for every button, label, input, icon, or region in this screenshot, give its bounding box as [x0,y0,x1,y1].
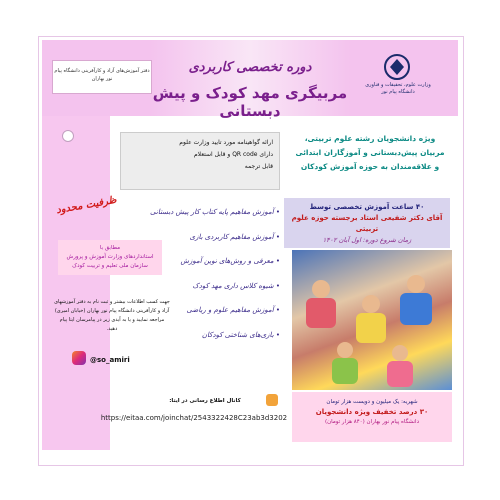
child-head [337,342,353,358]
audience-line: مربیان پیش‌دبستانی و آموزگاران ابتدائی [295,148,445,157]
topic-item: • معرفی و روش‌های نوین آموزش [170,249,280,274]
standards-line: استانداردهای وزارت آموزش و پرورش [66,254,154,260]
feature-item: دارای QR code و قابل استعلام [193,151,273,158]
university-logo-icon [372,52,422,82]
info-text: جهت کسب اطلاعات بیشتر و ثبت نام به دفتر آموزشهای آزاد و کارآفرینی دانشگاه پیام نور بهاران (خیابان امیری) مراجعه نمایید و یا به آیدی زیر در پیامرسان ایتا پیام دهید. [54,299,170,332]
children-photo [292,250,452,390]
course-title: دوره تخصصی کاربردی [188,60,312,75]
price-box [292,392,452,442]
child-shirt [332,358,358,384]
feature-item: قابل ترجمه [244,163,273,170]
topic-item: • آموزش مفاهیم پایه کتاب کار پیش دبستانی [170,200,280,225]
office-box [52,60,152,94]
audience-line: و علاقه‌مندان به حوزه آموزش کودکان [300,162,440,171]
topics-list [150,200,280,347]
instructor-line: آقای دکتر شفیعی استاد برجسته حوزه علوم تربیتی [291,214,443,233]
child-shirt [356,313,386,343]
discount-line: ۳۰ درصد تخفیف ویژه دانشجویان [315,408,429,416]
limited-capacity-label: ظرفیت محدود [55,194,118,217]
hours-line: ۴۰ ساعت آموزش تخصصی توسط [309,203,425,211]
child-shirt [400,293,432,325]
eitaa-link[interactable]: https://eitaa.com/joinchat/2543322428C23ab3d3202 [100,414,288,422]
instagram-icon [72,351,86,365]
ornament-dot [62,130,74,142]
standards-line: سازمان ملی تعلیم و تربیت کودک [72,263,148,269]
instagram-handle[interactable]: @so_amiri [90,356,130,364]
child-head [362,295,380,313]
eitaa-label: کانال اطلاع رسانی در ایتا: [169,398,241,404]
audience-line: ویژه دانشجویان رشته علوم تربیتی، [304,134,436,143]
standards-title: مطابق با [99,245,121,251]
tuition-line: شهریه: یک میلیون و دویست هزار تومان [326,399,418,405]
feature-item: ارائه گواهینامه مورد تایید وزارت علوم [179,139,273,146]
child-shirt [306,298,336,328]
child-head [392,345,408,361]
child-head [312,280,330,298]
hours-box [284,198,450,248]
university-name: وزارت علوم، تحقیقات و فناوری دانشگاه پیام نور [365,82,431,95]
audience-text [292,132,448,174]
topic-item: • آموزش مفاهیم کاربردی بازی [170,225,280,250]
discount-detail-line: دانشگاه پیام نور بهاران (۸۴۰ هزار تومان) [324,419,420,425]
topic-item: • بازی‌های شناختی کودکان [170,323,280,348]
topic-item: • آموزش مفاهیم علوم و ریاضی [170,298,280,323]
start-date-line: زمان شروع دوره: اول آبان ۱۴۰۲ [322,236,412,244]
office-name: دفتر آموزش‌های آزاد و کارآفرینی دانشگاه پیام نور بهاران [54,68,150,82]
features-box [120,132,280,190]
main-title: مربیگری مهد کودک و پیش دبستانی [152,84,348,120]
standards-box [58,240,162,275]
child-head [407,275,425,293]
topic-item: • شیوه کلاس داری مهد کودک [170,274,280,299]
child-shirt [387,361,413,387]
